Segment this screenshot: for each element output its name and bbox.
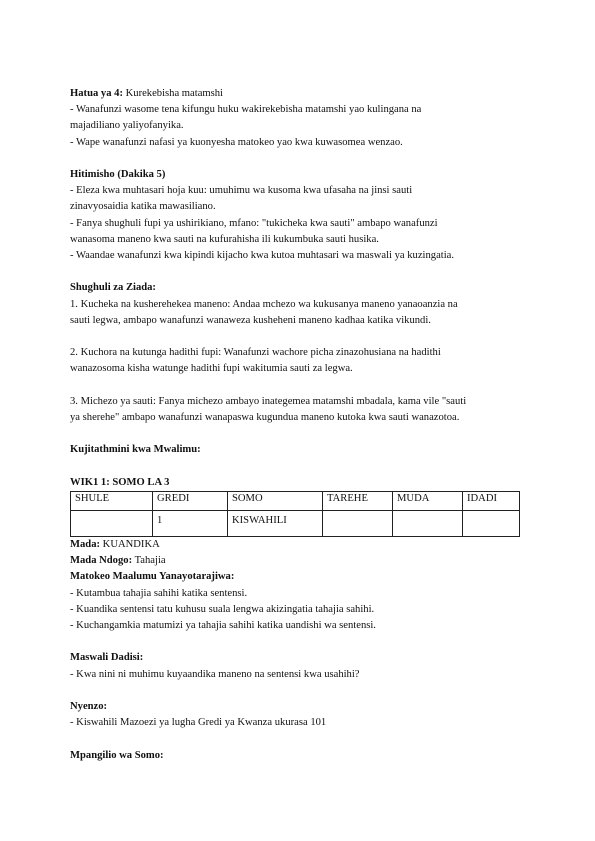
- paragraph-line: zinavyosaidia katika mawasiliano.: [70, 201, 216, 213]
- table-cell: [71, 510, 153, 536]
- paragraph-line: sauti legwa, ambapo wanafunzi wanaweza kusheheni maneno kadhaa katika vikundi.: [70, 314, 431, 326]
- lesson-info-table: [70, 491, 520, 537]
- paragraph-line: 3. Michezo ya sauti: Fanya michezo ambayo inategemea matamshi mbadala, kama vile "sauti: [70, 395, 467, 407]
- table-header-cell: TAREHE: [323, 491, 393, 510]
- paragraph-line: wanazosoma kisha watunge hadithi fupi wakitumia sauti za legwa.: [70, 363, 353, 375]
- paragraph-line: 2. Kuchora na kutunga hadithi fupi: Wanafunzi wachore picha zinazohusiana na hadithi: [70, 347, 441, 359]
- paragraph-line: - Wanafunzi wasome tena kifungu huku wakirekebisha matamshi yao kulingana na: [70, 104, 422, 116]
- lesson-plan-heading: Mpangilio wa Somo:: [70, 749, 164, 761]
- extra-activities-heading: Shughuli za Ziada:: [70, 282, 156, 294]
- paragraph-line: ya sherehe" ambapo wanafunzi wanapaswa kugundua maneno kutoka kwa sauti wanazotoa.: [70, 412, 460, 423]
- paragraph-line: - Fanya shughuli fupi ya ushirikiano, mfano: "tukicheka kwa sauti" ambapo wanafunzi: [70, 217, 438, 229]
- page-content: [70, 86, 530, 764]
- table-row: [71, 510, 520, 536]
- subtopic-label: Mada Ndogo:: [70, 555, 133, 567]
- paragraph-line: majadiliano yaliyofanyika.: [70, 120, 184, 132]
- table-header-cell: MUDA: [393, 491, 463, 510]
- inquiry-heading: Maswali Dadisi:: [70, 652, 144, 664]
- conclusion-heading: Hitimisho (Dakika 5): [70, 169, 166, 180]
- table-cell: 1: [153, 510, 228, 536]
- paragraph-line: - Kuchangamkia matumizi ya tahajia sahihi katika uandishi wa sentensi.: [70, 620, 376, 631]
- topic-label: Mada:: [70, 538, 101, 550]
- table-header-cell: SOMO: [228, 491, 323, 510]
- table-cell: [393, 510, 463, 536]
- table-cell: [463, 510, 520, 536]
- paragraph-line: - Kiswahili Mazoezi ya lugha Gredi ya Kwanza ukurasa 101: [70, 717, 327, 729]
- table-header-cell: IDADI: [463, 491, 520, 510]
- step4-heading: Hatua ya 4:: [70, 88, 123, 99]
- table-cell: KISWAHILI: [228, 510, 323, 536]
- week-heading: WIK1 1: SOMO LA 3: [70, 476, 170, 488]
- outcomes-heading: Matokeo Maalumu Yanayotarajiwa:: [70, 571, 235, 583]
- table-header-row: [71, 491, 520, 510]
- paragraph-line: - Kutambua tahajia sahihi katika sentensi.: [70, 587, 248, 599]
- paragraph-line: - Eleza kwa muhtasari hoja kuu: umuhimu wa kusoma kwa ufasaha na jinsi sauti: [70, 185, 413, 197]
- paragraph-line: - Kwa nini ni muhimu kuyaandika maneno na sentensi kwa usahihi?: [70, 668, 360, 680]
- topic-value: KUANDIKA: [102, 538, 160, 550]
- self-evaluation-heading: Kujitathmini kwa Mwalimu:: [70, 444, 201, 456]
- table-cell: [323, 510, 393, 536]
- table-header-cell: SHULE: [71, 491, 153, 510]
- table-header-cell: GREDI: [153, 491, 228, 510]
- topic-line: [70, 537, 530, 553]
- paragraph-line: - Waandae wanafunzi kwa kipindi kijacho kwa kutoa muhtasari wa maswali ya kuzingatia.: [70, 250, 455, 262]
- subtopic-value: Tahajia: [134, 555, 166, 567]
- paragraph-line: - Kuandika sentensi tatu kuhusu suala lengwa akizingatia tahajia sahihi.: [70, 603, 375, 615]
- paragraph-line: - Wape wanafunzi nafasi ya kuonyesha matokeo yao kwa kuwasomea wenzao.: [70, 136, 403, 148]
- step4-heading-line: [70, 86, 530, 102]
- paragraph-line: 1. Kucheka na kusherehekea maneno: Andaa mchezo wa kukusanya maneno yanaoanzia na: [70, 298, 458, 310]
- subtopic-line: [70, 553, 530, 569]
- resources-heading: Nyenzo:: [70, 700, 108, 712]
- step4-heading-rest: Kurekebisha matamshi: [125, 88, 224, 99]
- paragraph-line: wanasoma maneno kwa sauti na kufurahisha ili kukumbuka sauti husika.: [70, 233, 379, 245]
